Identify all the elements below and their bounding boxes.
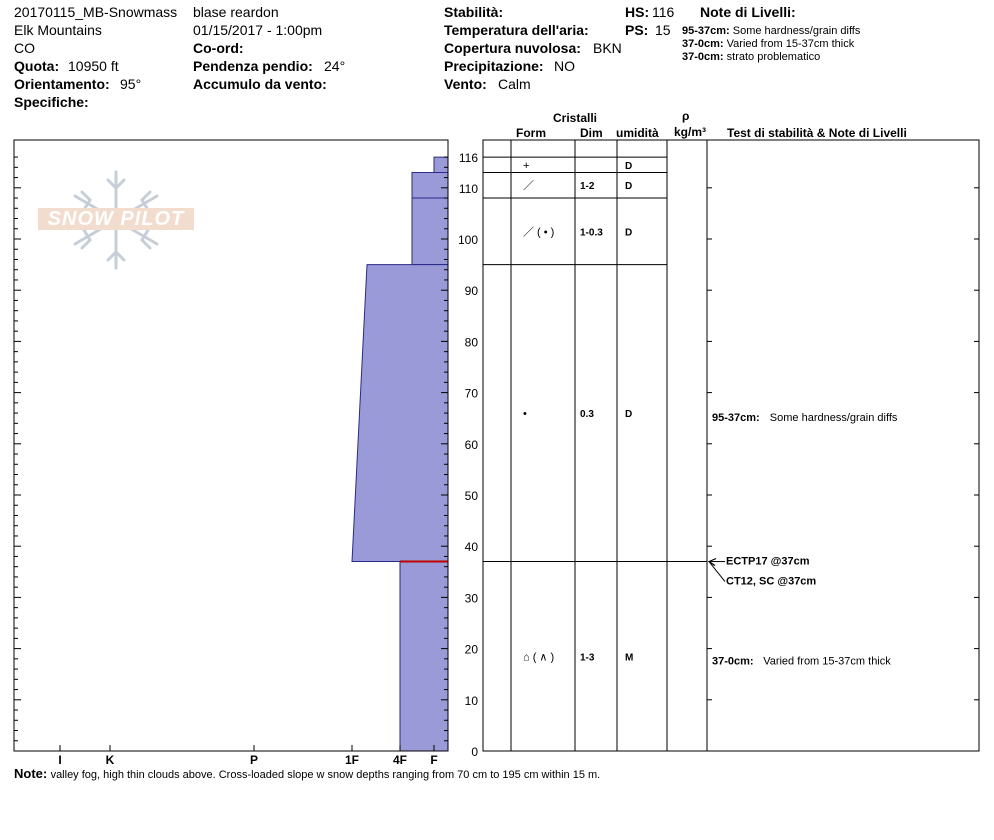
layer-note-1-range: 95-37cm: <box>682 25 730 37</box>
rho-header: ρ <box>682 109 690 123</box>
layer-note-1 <box>682 25 860 37</box>
density-unit-header: kg/m³ <box>674 125 707 139</box>
layer-form-5: ⌂ ( ∧ ) <box>523 651 555 664</box>
layer-note-3-range: 37-0cm: <box>682 51 724 63</box>
depth-label-90: 90 <box>464 284 478 299</box>
hs-label: HS: <box>625 4 650 20</box>
depth-label-70: 70 <box>464 386 478 401</box>
specifics-label: Specifiche: <box>14 94 89 110</box>
layer-size-4: 0.3 <box>580 409 594 421</box>
layer-moisture-4: D <box>625 409 633 421</box>
sky-label: Copertura nuvolosa: <box>444 40 581 56</box>
layer-comment-text-2: Varied from 15-37cm thick <box>763 655 891 668</box>
layer-note-1-text: Some hardness/grain diffs <box>732 25 861 37</box>
footer-note-text: valley fog, high thin clouds above. Cross-loaded slope w snow depths ranging from 70 cm to 195 cm within 15 m. <box>50 769 601 781</box>
size-header: Dim <box>580 126 603 140</box>
stability-arrowhead-1 <box>709 559 716 566</box>
layer-comment-range-1: 95-37cm: <box>712 412 760 425</box>
depth-label-110: 110 <box>458 181 478 196</box>
ps-value: 15 <box>655 22 671 38</box>
depth-label-60: 60 <box>464 437 478 452</box>
layer-notes-label: Note di Livelli: <box>700 4 796 20</box>
observation-datetime: 01/15/2017 - 1:00pm <box>193 22 323 38</box>
hardness-label-I: I <box>58 753 62 767</box>
layer-moisture-2: D <box>625 181 633 193</box>
depth-label-30: 30 <box>464 591 478 606</box>
coord-label: Co-ord: <box>193 40 244 56</box>
pit-title: 20170115_MB-Snowmass <box>14 4 178 20</box>
layer-note-3 <box>682 51 820 63</box>
state: CO <box>14 40 35 56</box>
layer-form-1: + <box>523 159 530 172</box>
depth-label-116: 116 <box>458 151 478 166</box>
crystals-header: Cristalli <box>553 111 598 125</box>
elevation-label: Quota: <box>14 58 60 74</box>
hardness-label-K: K <box>105 753 115 767</box>
observer-name: blase reardon <box>193 4 279 20</box>
hardness-label-P: P <box>249 753 259 767</box>
slope-value: 24° <box>324 58 346 74</box>
layer-form-3: ／ ( • ) <box>523 226 555 239</box>
depth-label-0: 0 <box>471 745 478 759</box>
depth-label-10: 10 <box>464 693 478 708</box>
ps-label: PS: <box>625 22 649 38</box>
hardness-label-F: F <box>430 753 438 767</box>
stability-label: Stabilità: <box>444 4 504 20</box>
stability-arrow-2 <box>709 562 725 582</box>
layer-comment-text-1: Some hardness/grain diffs <box>769 412 898 425</box>
precip-label: Precipitazione: <box>444 58 544 74</box>
wind-label: Vento: <box>444 76 487 92</box>
layer-moisture-5: M <box>625 652 634 664</box>
hs-value: 116 <box>652 4 675 20</box>
sky-value: BKN <box>593 40 622 56</box>
layer-note-3-text: strato problematico <box>726 51 821 63</box>
layer-size-3: 1-0.3 <box>580 227 603 239</box>
stability-arrowhead-2 <box>709 559 716 566</box>
layer-form-4: • <box>523 408 527 421</box>
footer-note-label: Note: <box>14 766 48 781</box>
layer-table-frame <box>483 140 979 751</box>
depth-label-20: 20 <box>464 642 478 657</box>
aspect-label: Orientamento: <box>14 76 110 92</box>
slope-label: Pendenza pendio: <box>193 58 313 74</box>
hardness-bar-1 <box>434 157 448 172</box>
stability-test-1: ECTP17 @37cm <box>726 555 810 568</box>
layer-moisture-3: D <box>625 227 633 239</box>
wind-value: Calm <box>498 76 531 92</box>
wind-loading-label: Accumulo da vento: <box>193 76 327 92</box>
depth-label-50: 50 <box>464 489 478 503</box>
layer-size-5: 1-3 <box>580 652 595 664</box>
form-header: Form <box>516 126 546 140</box>
hardness-label-1F: 1F <box>344 753 360 767</box>
tests-notes-header: Test di stabilità & Note di Livelli <box>727 126 907 140</box>
snowpilot-logo <box>38 170 194 270</box>
aspect-value: 95° <box>120 76 142 92</box>
precip-value: NO <box>554 58 575 74</box>
layer-note-2-text: Varied from 15-37cm thick <box>726 38 855 50</box>
layer-comment-range-2: 37-0cm: <box>712 655 754 668</box>
moisture-header: umidità <box>616 126 659 140</box>
depth-label-40: 40 <box>464 540 478 555</box>
air-temp-label: Temperatura dell'aria: <box>444 22 589 38</box>
hardness-bar-3 <box>412 198 448 265</box>
hardness-bar-2 <box>412 172 448 198</box>
depth-label-80: 80 <box>464 335 478 350</box>
layer-note-2-range: 37-0cm: <box>682 38 724 50</box>
footer-note <box>14 766 600 783</box>
layer-moisture-1: D <box>625 160 633 172</box>
elevation-value: 10950 ft <box>68 58 119 74</box>
hardness-label-4F: 4F <box>392 753 408 767</box>
layer-form-2: ／ <box>523 180 534 193</box>
depth-label-100: 100 <box>457 233 478 247</box>
mountain-range: Elk Mountains <box>14 22 102 38</box>
hardness-bar-5 <box>400 562 448 751</box>
layer-size-2: 1-2 <box>580 181 595 193</box>
layer-note-2 <box>682 38 854 50</box>
stability-test-2: CT12, SC @37cm <box>726 575 817 588</box>
hardness-bar-4 <box>352 265 448 562</box>
logo-text: SNOW PILOT <box>38 208 194 230</box>
